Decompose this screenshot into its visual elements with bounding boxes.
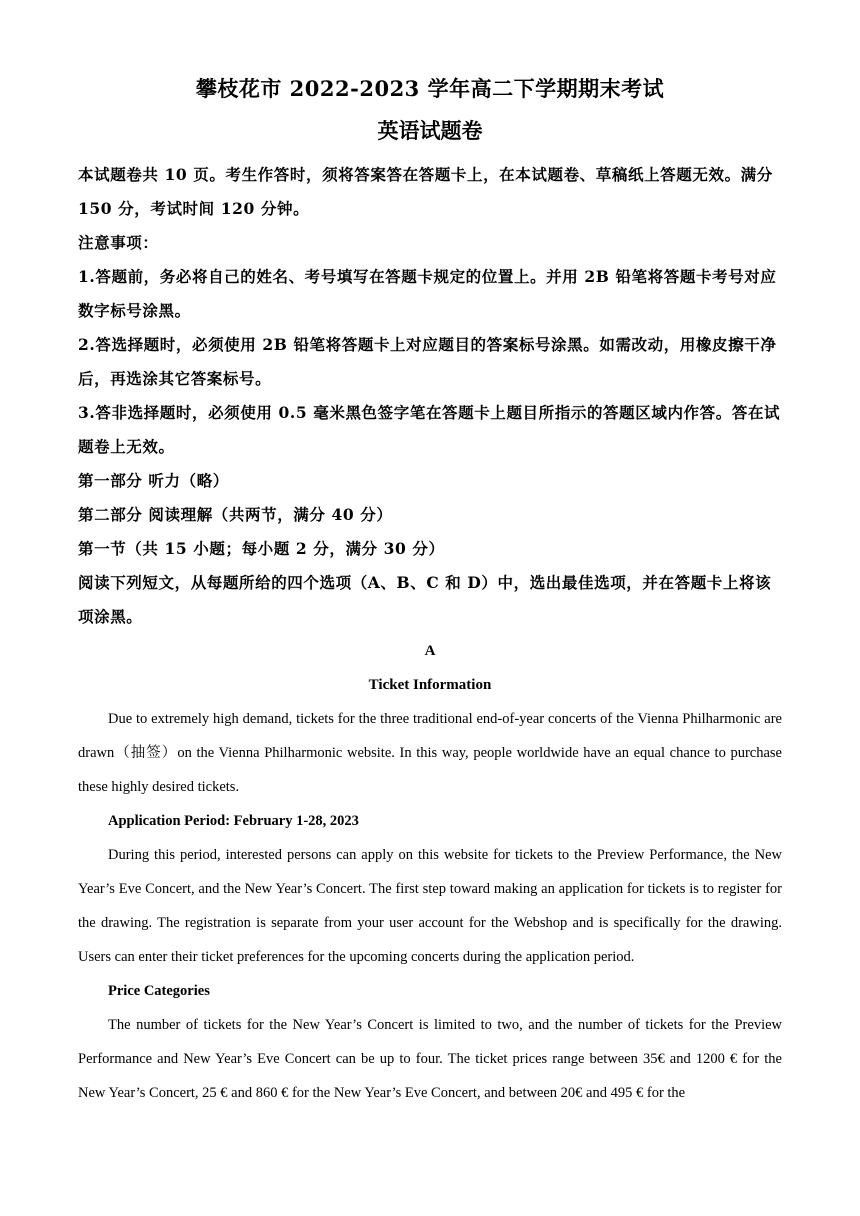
exam-subtitle: 英语试题卷 [377,118,483,143]
section1-heading: 第一节（共 15 小题；每小题 2 分，满分 30 分） [78,539,445,558]
part2-heading: 第二部分 阅读理解（共两节，满分 40 分） [78,505,393,524]
passage-paragraph-3: The number of tickets for the New Year’s Concert is limited to two, and the number of tickets for the Preview Performance and New Year’s Eve Concert can be up to four. The ticket prices range between 35€ and 1200 € for the New Year’s Concert, 25 € and 860 € for the New Year’s Eve Concert, and between 20€ and 495 € for the [78,1017,782,1101]
part1-heading: 第一部分 听力（略） [78,471,229,490]
notice-item-1: 1.答题前，务必将自己的姓名、考号填写在答题卡规定的位置上。并用 2B 铅笔将答题卡考号对应数字标号涂黑。 [78,267,777,320]
notice-title: 注意事项： [78,233,159,252]
exam-title: 攀枝花市 2022-2023 学年高二下学期期末考试 [195,76,665,101]
notice-item-3: 3.答非选择题时，必须使用 0.5 毫米黑色签字笔在答题卡上题目所指示的答题区域内作答。答在试题卷上无效。 [78,403,781,456]
passage-paragraph-1: Due to extremely high demand, tickets for the three traditional end-of-year concerts of the Vienna Philharmonic are drawn（抽签）on the Vienna Philharmonic website. In this way, people worldwide have an equal chance to purchase these highly desired tickets. [78,711,782,795]
passage-paragraph-2: During this period, interested persons can apply on this website for tickets to the Preview Performance, the New Year’s Eve Concert, and the New Year’s Concert. The first step toward making an application for tickets is to register for the drawing. The registration is separate from your user account for the Webshop and is specifically for the drawing. Users can enter their ticket preferences for the upcoming concerts during the application period. [78,847,782,965]
passage-heading: Ticket Information [368,677,492,693]
directions-text: 阅读下列短文，从每题所给的四个选项（A、B、C 和 D）中，选出最佳选项，并在答题卡上将该项涂黑。 [78,573,772,626]
passage-letter: A [424,643,436,659]
passage-subheading-2: Price Categories [108,983,210,999]
passage-subheading-1: Application Period: February 1-28, 2023 [108,813,359,829]
intro-text: 本试题卷共 10 页。考生作答时，须将答案答在答题卡上，在本试题卷、草稿纸上答题无效。满分 150 分，考试时间 120 分钟。 [78,165,773,218]
notice-item-2: 2.答选择题时，必须使用 2B 铅笔将答题卡上对应题目的答案标号涂黑。如需改动，用橡皮擦干净后，再选涂其它答案标号。 [78,335,777,388]
